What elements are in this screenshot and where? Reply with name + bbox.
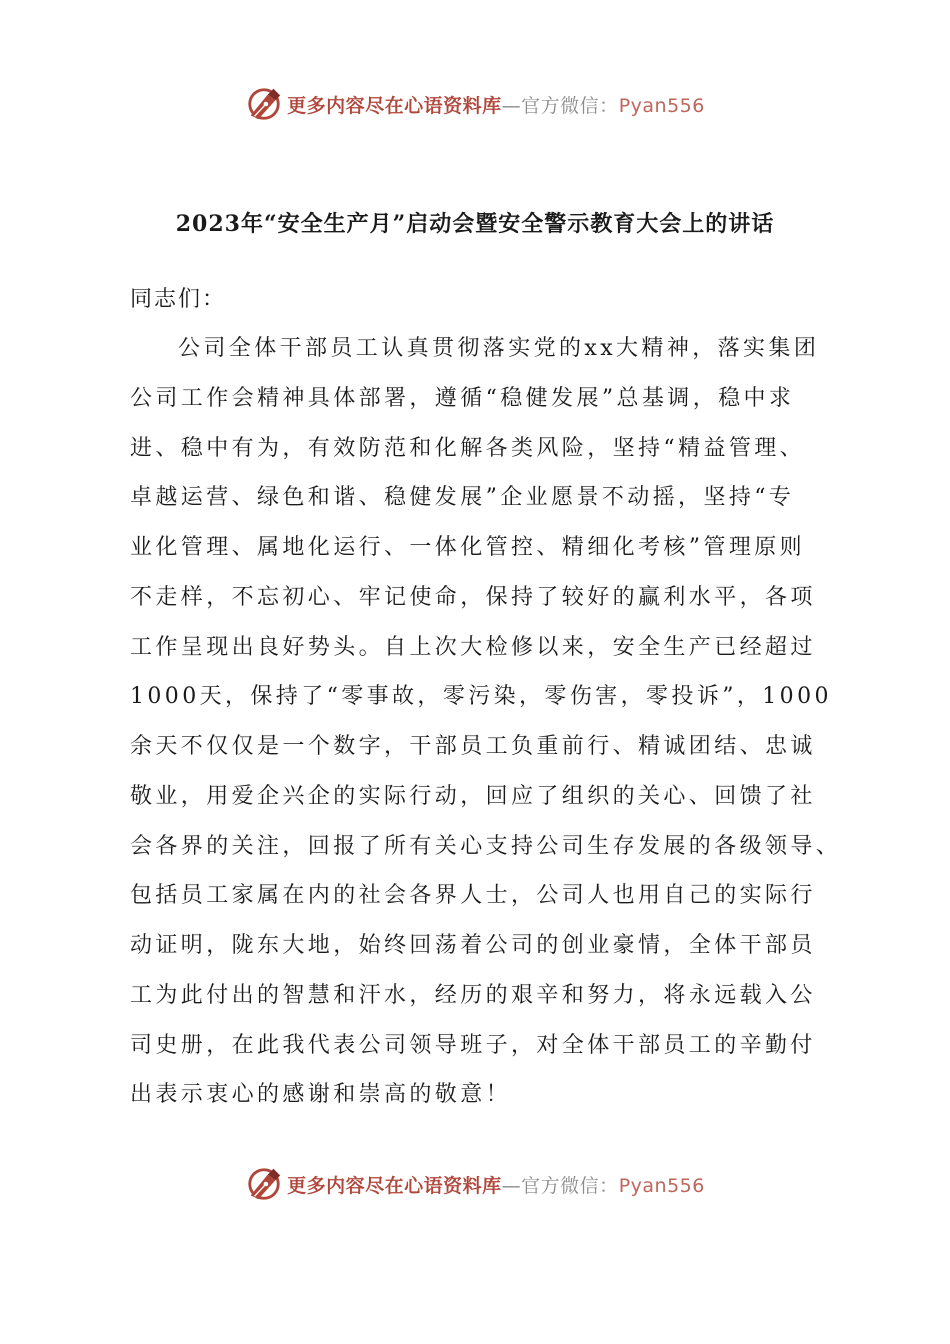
watermark-text: 更多内容尽在心语资料库 — [287, 94, 502, 117]
body-line: 卓越运营、绿色和谐、稳健发展”企业愿景不动摇，坚持“专 — [130, 485, 795, 511]
body-line: 出表示衷心的感谢和崇高的敬意！ — [130, 1082, 512, 1108]
watermark-text: 更多内容尽在心语资料库 — [287, 1174, 502, 1197]
body-line: 工作呈现出良好势头。自上次大检修以来，安全生产已经超过 — [130, 634, 816, 660]
footer-watermark — [0, 1164, 950, 1204]
wechat-id: Pyan556 — [618, 1174, 705, 1197]
pen-nib-logo-icon — [245, 85, 283, 123]
document-title: 2023年“安全生产月”启动会暨安全警示教育大会上的讲话 — [175, 211, 775, 237]
body-line: 余天不仅仅是一个数字，干部员工负重前行、精诚团结、忠诚 — [130, 734, 816, 759]
wechat-label: 官方微信： — [521, 1174, 619, 1197]
body-paragraph — [130, 331, 850, 1127]
body-line: 动证明，陇东大地，始终回荡着公司的创业豪情，全体干部员 — [130, 933, 816, 958]
watermark-separator: — — [501, 1174, 522, 1197]
body-line: 业化管理、属地化运行、一体化管控、精细化考核”管理原则 — [130, 535, 806, 560]
body-line: 公司工作会精神具体部署，遵循“稳健发展”总基调，稳中求 — [130, 385, 795, 411]
body-line: 不走样，不忘初心、牢记使命，保持了较好的赢利水平，各项 — [130, 584, 816, 610]
body-line: 包括员工家属在内的社会各界人士，公司人也用自己的实际行 — [130, 883, 816, 909]
body-line: 进、稳中有为，有效防范和化解各类风险，坚持“精益管理、 — [130, 435, 806, 461]
body-line: 公司全体干部员工认真贯彻落实党的xx大精神，落实集团 — [178, 336, 820, 361]
body-line: 司史册，在此我代表公司领导班子，对全体干部员工的辛勤付 — [130, 1032, 816, 1058]
salutation: 同志们： — [130, 287, 227, 312]
watermark-separator: — — [501, 94, 522, 117]
body-line: 敬业，用爱企兴企的实际行动，回应了组织的关心、回馈了社 — [130, 783, 816, 809]
body-line: 1000天，保持了“零事故，零污染，零伤害，零投诉”，1000 — [130, 684, 832, 710]
body-line: 会各界的关注，回报了所有关心支持公司生存发展的各级领导、 — [130, 833, 842, 859]
pen-nib-logo-icon — [245, 1165, 283, 1203]
header-watermark — [0, 84, 950, 124]
wechat-id: Pyan556 — [618, 94, 705, 117]
wechat-label: 官方微信： — [521, 94, 619, 117]
body-line: 工为此付出的智慧和汗水，经历的艰辛和努力，将永远载入公 — [130, 982, 816, 1008]
